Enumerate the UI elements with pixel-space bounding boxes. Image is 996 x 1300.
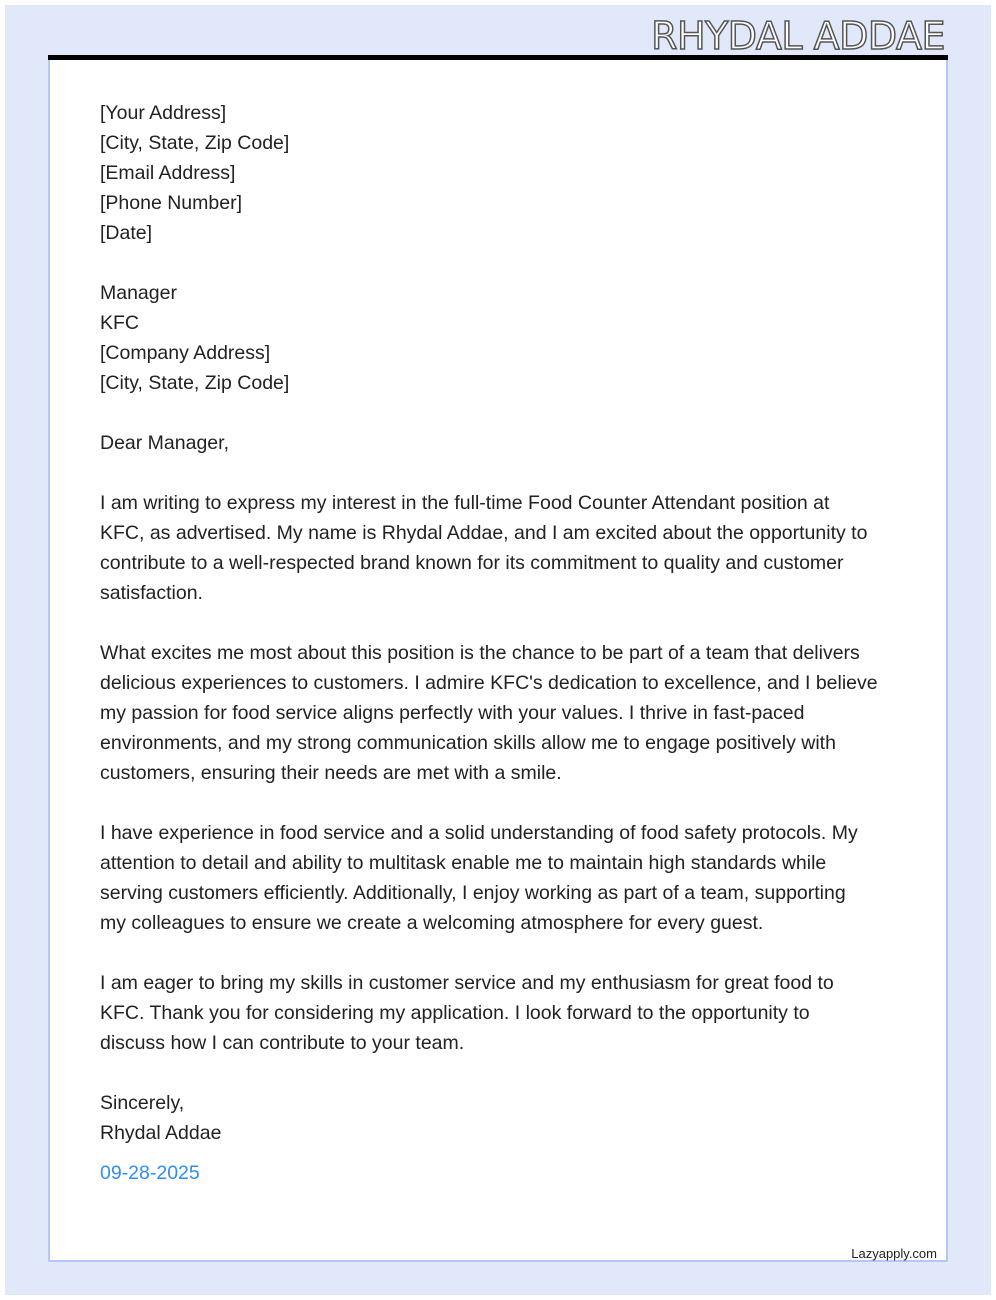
paragraph-line: I am eager to bring my skills in customer service and my enthusiasm for great food to bbox=[100, 972, 834, 994]
paragraph bbox=[100, 638, 878, 788]
sender-line: [Your Address] bbox=[100, 102, 227, 124]
paragraph-line: satisfaction. bbox=[100, 582, 203, 604]
paragraph-line: contribute to a well-respected brand known for its commitment to quality and customer bbox=[100, 552, 844, 574]
paragraph-line: I have experience in food service and a solid understanding of food safety protocols. My bbox=[100, 822, 858, 844]
paragraph-line: discuss how I can contribute to your team. bbox=[100, 1032, 465, 1054]
recipient-line: [Company Address] bbox=[100, 342, 271, 364]
paragraph-line: attention to detail and ability to multitask enable me to maintain high standards while bbox=[100, 852, 827, 874]
applicant-name-header: RHYDAL ADDAE bbox=[651, 14, 945, 58]
closing: Sincerely, bbox=[100, 1092, 185, 1114]
letter-date: 09-28-2025 bbox=[100, 1162, 200, 1184]
paragraph-line: delicious experiences to customers. I admire KFC's dedication to excellence, and I believe bbox=[100, 672, 878, 694]
sender-line: [Date] bbox=[100, 222, 153, 244]
paragraph-line: I am writing to express my interest in the full-time Food Counter Attendant position at bbox=[100, 492, 830, 514]
paragraph bbox=[100, 968, 878, 1058]
paragraph bbox=[100, 488, 878, 608]
sender-line: [Phone Number] bbox=[100, 192, 242, 214]
paragraph-line: KFC, as advertised. My name is Rhydal Addae, and I am excited about the opportunity to bbox=[100, 522, 868, 544]
recipient-line: KFC bbox=[100, 312, 139, 334]
sender-block bbox=[100, 98, 878, 248]
recipient-line: Manager bbox=[100, 282, 177, 304]
recipient-block bbox=[100, 278, 878, 398]
paragraph-line: environments, and my strong communication skills allow me to engage positively with bbox=[100, 732, 836, 754]
letter-body bbox=[100, 98, 878, 1188]
paragraph-line: customers, ensuring their needs are met with a smile. bbox=[100, 762, 562, 784]
footer-watermark: Lazyapply.com bbox=[851, 1246, 937, 1261]
paragraph bbox=[100, 818, 878, 938]
body-paragraphs bbox=[100, 488, 878, 1088]
paragraph-line: my passion for food service aligns perfectly with your values. I thrive in fast-paced bbox=[100, 702, 805, 724]
recipient-line: [City, State, Zip Code] bbox=[100, 372, 290, 394]
salutation: Dear Manager, bbox=[100, 432, 229, 454]
sender-line: [Email Address] bbox=[100, 162, 236, 184]
paragraph-line: KFC. Thank you for considering my application. I look forward to the opportunity to bbox=[100, 1002, 810, 1024]
paragraph-line: my colleagues to ensure we create a welcoming atmosphere for every guest. bbox=[100, 912, 764, 934]
paragraph-line: What excites me most about this position is the chance to be part of a team that delivers bbox=[100, 642, 860, 664]
sender-line: [City, State, Zip Code] bbox=[100, 132, 290, 154]
paragraph-line: serving customers efficiently. Additionally, I enjoy working as part of a team, supporting bbox=[100, 882, 846, 904]
signature: Rhydal Addae bbox=[100, 1122, 222, 1144]
